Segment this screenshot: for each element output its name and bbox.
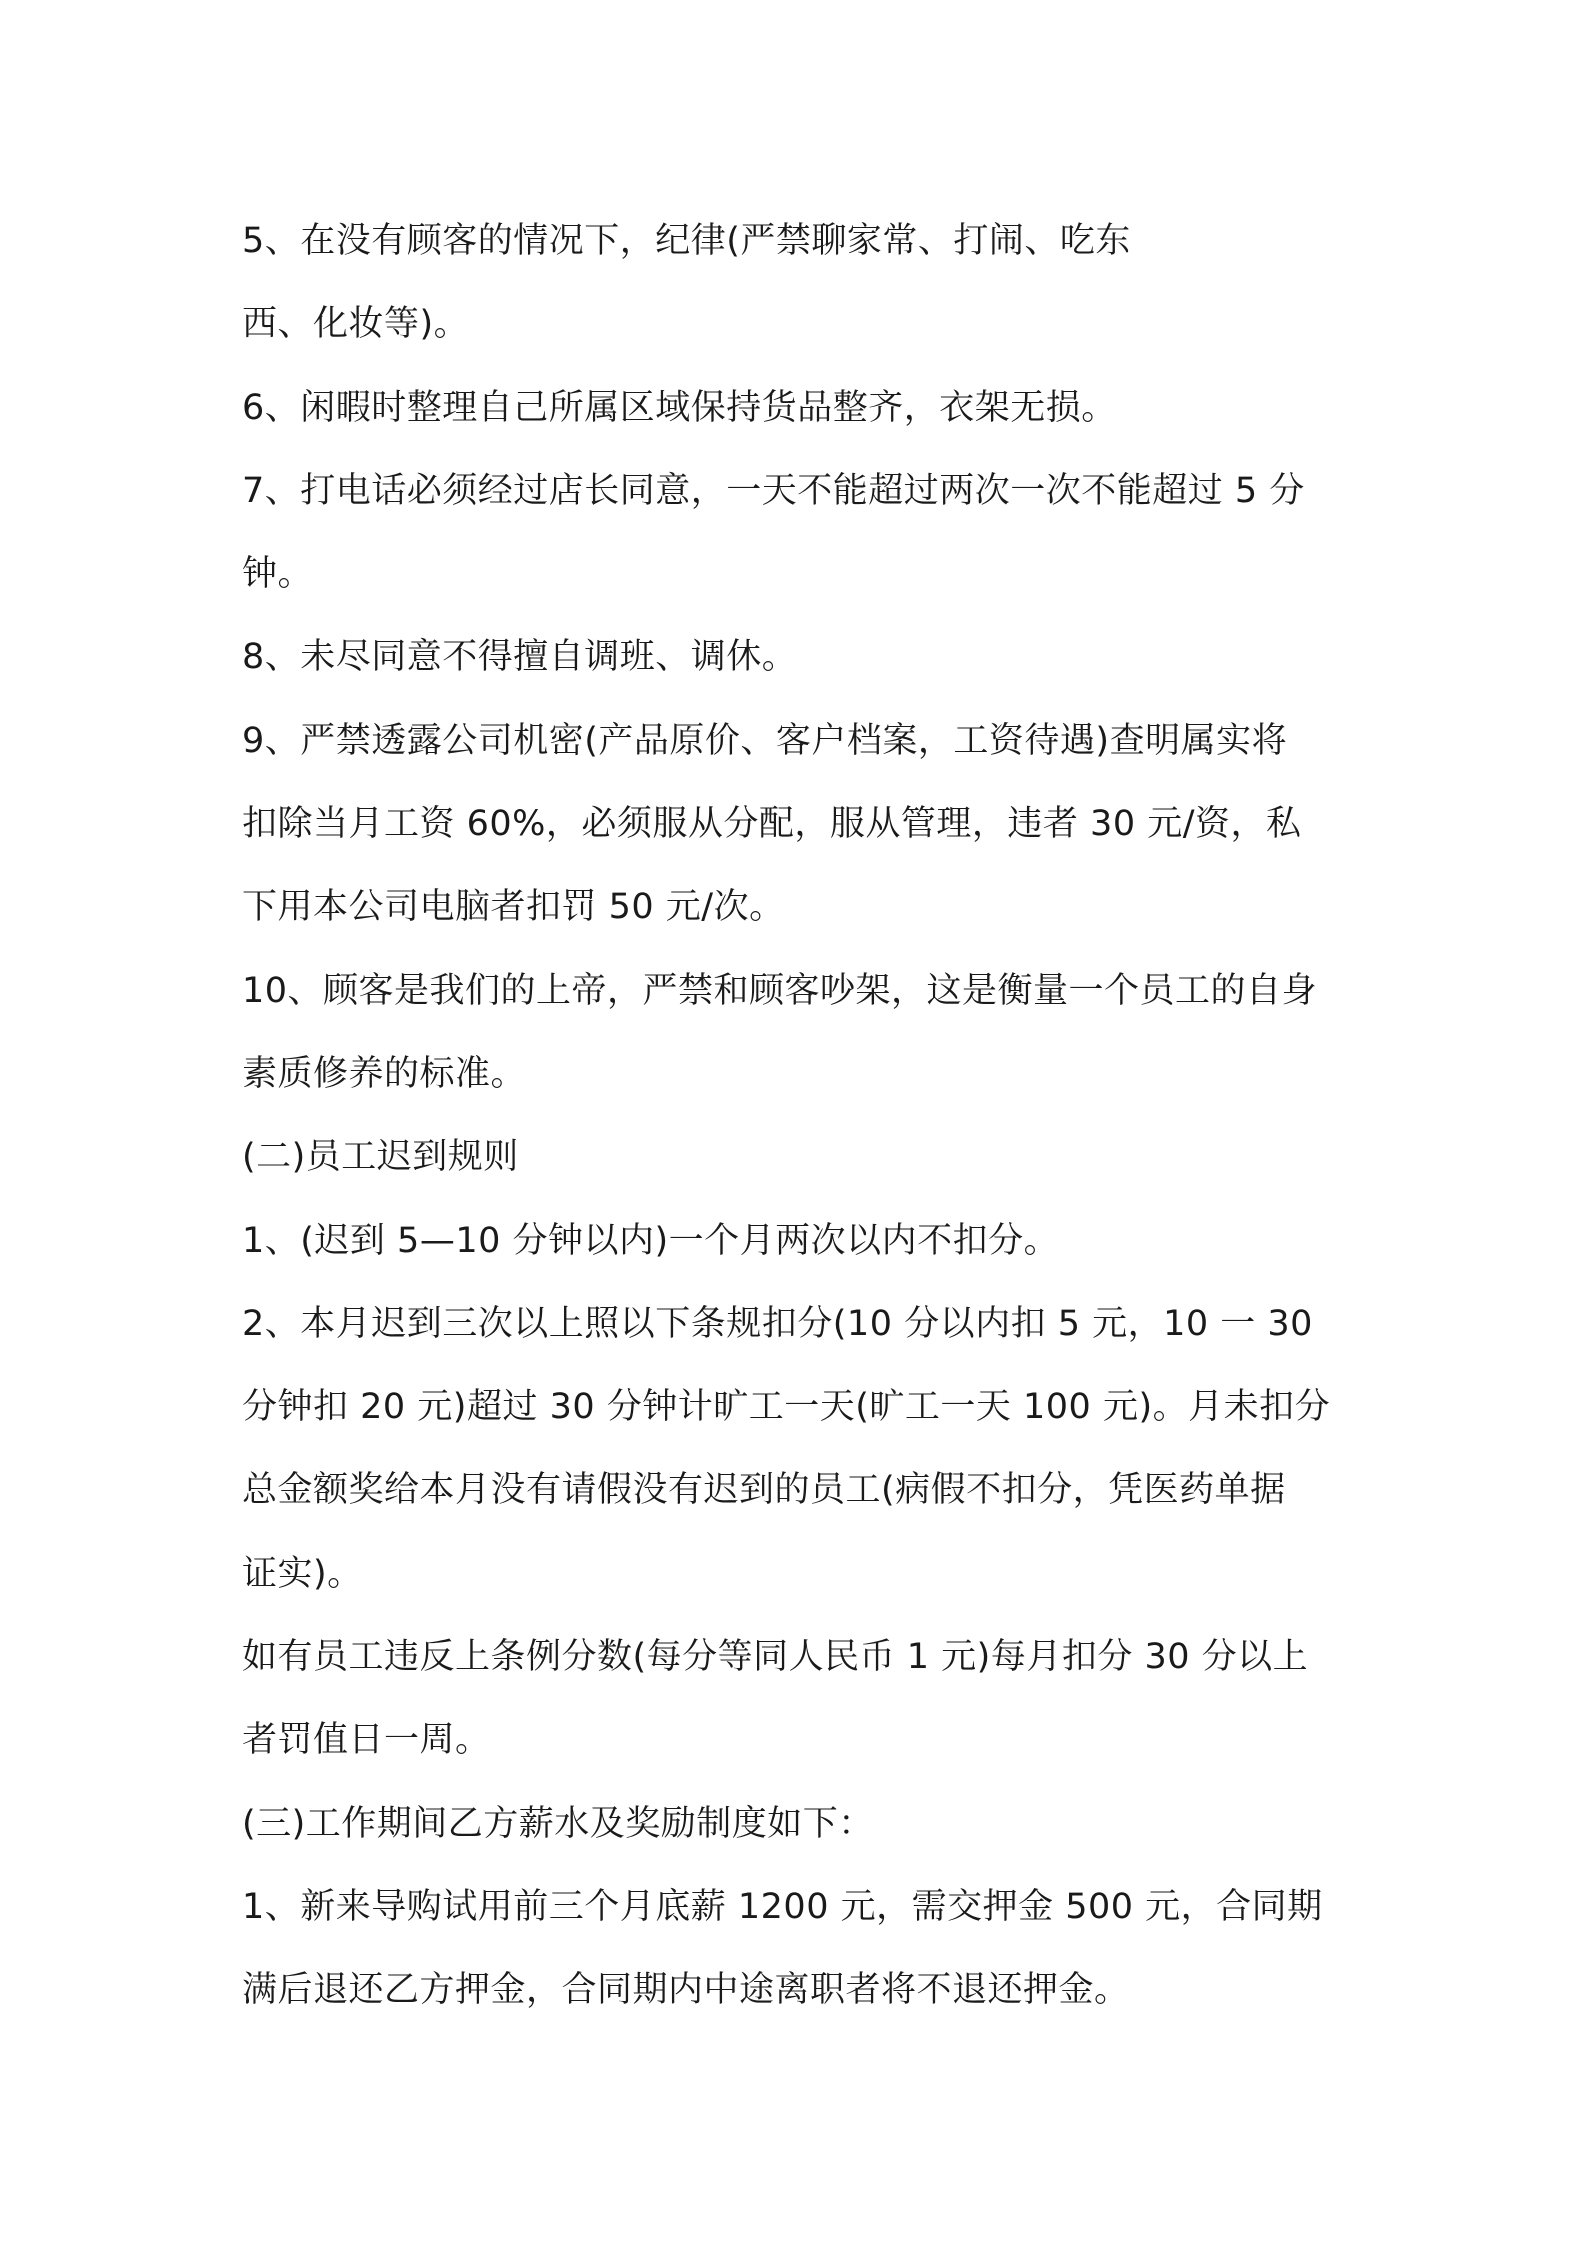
text-line: (三)工作期间乙方薪水及奖励制度如下：	[242, 1803, 874, 1844]
text-line: (二)员工迟到规则	[242, 1137, 519, 1178]
text-line: 钟。	[242, 554, 314, 595]
text-line: 1、新来导购试用前三个月底薪 1200 元，需交押金 500 元，合同期	[242, 1886, 1323, 1927]
text-line: 如有员工违反上条例分数(每分等同人民币 1 元)每月扣分 30 分以上	[242, 1637, 1309, 1678]
text-line: 总金额奖给本月没有请假没有迟到的员工(病假不扣分，凭医药单据	[242, 1470, 1286, 1511]
text-line: 9、严禁透露公司机密(产品原价、客户档案，工资待遇)查明属实将	[242, 720, 1288, 761]
text-line: 满后退还乙方押金，合同期内中途离职者将不退还押金。	[242, 1970, 1130, 2011]
paragraph-violation-note	[242, 1616, 1372, 1783]
text-line: 2、本月迟到三次以上照以下条规扣分(10 分以内扣 5 元，10 一 30	[242, 1303, 1313, 1344]
text-line: 扣除当月工资 60%，必须服从分配，服从管理，违者 30 元/资，私	[242, 804, 1302, 845]
paragraph-late-rule-1	[242, 1200, 1372, 1283]
text-line: 10、顾客是我们的上帝，严禁和顾客吵架，这是衡量一个员工的自身	[242, 970, 1318, 1011]
text-line: 7、打电话必须经过店长同意，一天不能超过两次一次不能超过 5 分	[242, 470, 1305, 511]
paragraph-rule-9	[242, 700, 1372, 950]
paragraph-rule-10	[242, 950, 1372, 1117]
text-line: 证实)。	[242, 1553, 363, 1594]
text-line: 6、闲暇时整理自己所属区域保持货品整齐，衣架无损。	[242, 387, 1117, 428]
text-line: 分钟扣 20 元)超过 30 分钟计旷工一天(旷工一天 100 元)。月未扣分	[242, 1387, 1331, 1428]
document-page	[242, 200, 1372, 2033]
text-line: 5、在没有顾客的情况下，纪律(严禁聊家常、打闹、吃东	[242, 221, 1131, 261]
text-line: 者罚值日一周。	[242, 1720, 491, 1761]
paragraph-salary-rule-1	[242, 1866, 1372, 2033]
text-line: 下用本公司电脑者扣罚 50 元/次。	[242, 887, 785, 928]
section-heading-salary	[242, 1783, 1372, 1866]
section-heading-late-rules	[242, 1116, 1372, 1199]
text-line: 8、未尽同意不得擅自调班、调休。	[242, 637, 798, 678]
text-line: 1、(迟到 5—10 分钟以内)一个月两次以内不扣分。	[242, 1220, 1060, 1261]
paragraph-rule-8	[242, 616, 1372, 699]
paragraph-rule-6	[242, 367, 1372, 450]
paragraph-rule-5	[242, 200, 1372, 367]
paragraph-late-rule-2	[242, 1283, 1372, 1616]
text-line: 素质修养的标准。	[242, 1053, 527, 1094]
text-line: 西、化妆等)。	[242, 304, 470, 345]
paragraph-rule-7	[242, 450, 1372, 617]
